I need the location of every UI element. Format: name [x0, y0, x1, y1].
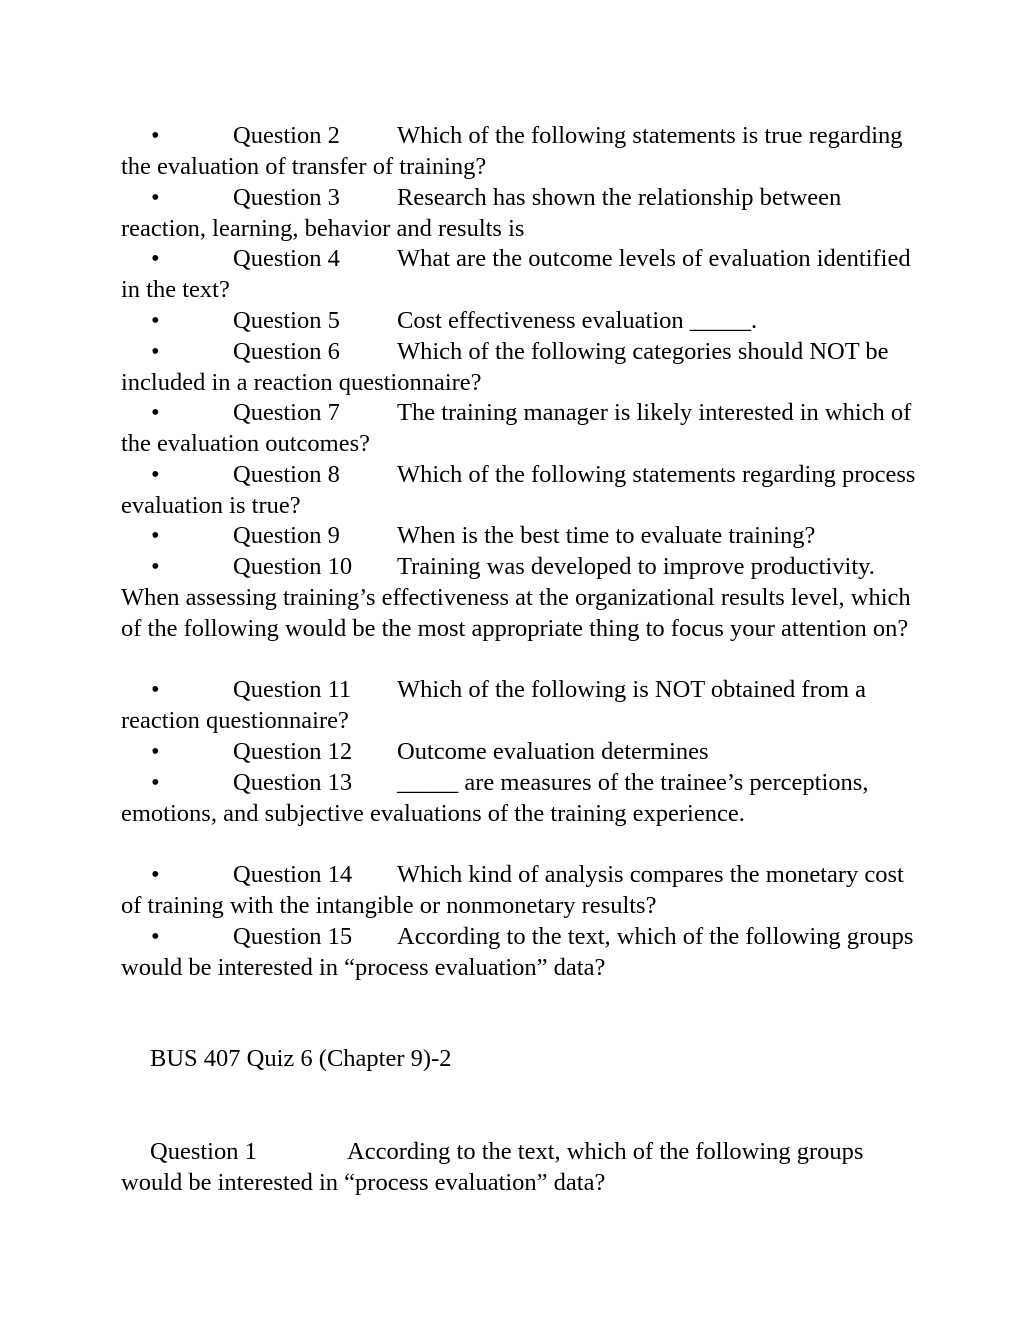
bullet: •	[151, 338, 160, 365]
question-label: Question 9	[233, 522, 340, 549]
question-item-15	[121, 922, 921, 984]
bullet: •	[151, 245, 160, 272]
bullet: •	[151, 461, 160, 488]
question-text: Which of the following is NOT obtained from a reaction questionnaire?	[121, 676, 867, 734]
bullet: •	[151, 184, 160, 211]
question-text: According to the text, which of the following groups would be interested in “process evaluation” data?	[121, 923, 914, 981]
question-item-12	[121, 737, 921, 768]
bullet: •	[151, 861, 160, 888]
question-text: Which of the following categories should NOT be included in a reaction questionnaire?	[121, 338, 889, 396]
question-item-6	[121, 337, 921, 399]
question-item-11	[121, 675, 921, 737]
question-text: The training manager is likely interested in which of the evaluation outcomes?	[121, 399, 912, 457]
question-text: Outcome evaluation determines	[397, 738, 709, 765]
question-item-4	[121, 244, 921, 306]
bullet: •	[151, 553, 160, 580]
bullet: •	[151, 307, 160, 334]
question-item-13	[121, 768, 921, 830]
question-text: What are the outcome levels of evaluation identified in the text?	[121, 245, 911, 303]
question-label: Question 4	[233, 245, 340, 272]
question-label: Question 2	[233, 122, 340, 149]
bullet: •	[151, 399, 160, 426]
question-text: According to the text, which of the following groups would be interested in “process evaluation” data?	[121, 1138, 864, 1196]
question-label: Question 6	[233, 338, 340, 365]
question-text: _____ are measures of the trainee’s perceptions, emotions, and subjective evaluations of the training experience.	[121, 769, 869, 827]
question-item-5	[121, 306, 921, 337]
question-text: Which of the following statements regarding process evaluation is true?	[121, 461, 916, 519]
question-text: Which kind of analysis compares the monetary cost of training with the intangible or nonmonetary results?	[121, 861, 904, 919]
question-label: Question 10	[233, 553, 353, 580]
question-text: Cost effectiveness evaluation _____.	[397, 307, 758, 334]
bullet: •	[151, 522, 160, 549]
question-label: Question 8	[233, 461, 340, 488]
question-text: Which of the following statements is true regarding the evaluation of transfer of training?	[121, 122, 903, 180]
question-label: Question 15	[233, 923, 353, 950]
bullet: •	[151, 923, 160, 950]
question-item-3	[121, 183, 921, 245]
bullet: •	[151, 738, 160, 765]
section-heading: BUS 407 Quiz 6 (Chapter 9)-2	[150, 1045, 452, 1072]
bullet: •	[151, 769, 160, 796]
question-item-10	[121, 552, 921, 644]
question-label: Question 3	[233, 184, 340, 211]
question-text: When is the best time to evaluate training?	[397, 522, 816, 549]
question-item-1	[121, 1137, 921, 1199]
bullet: •	[151, 122, 160, 149]
question-label: Question 7	[233, 399, 340, 426]
question-item-14	[121, 860, 921, 922]
question-item-2	[121, 121, 921, 183]
question-label: Question 12	[233, 738, 353, 765]
question-text: Training was developed to improve productivity. When assessing training’s effectiveness at the organizational results level, which of the following would be the most appropriate thing to focus your attention on?	[121, 553, 911, 642]
question-label: Question 11	[233, 676, 352, 703]
question-item-9	[121, 521, 921, 552]
question-item-8	[121, 460, 921, 522]
bullet: •	[151, 676, 160, 703]
question-label: Question 14	[233, 861, 353, 888]
question-label: Question 1	[150, 1138, 257, 1165]
question-label: Question 13	[233, 769, 353, 796]
question-item-7	[121, 398, 921, 460]
question-label: Question 5	[233, 307, 340, 334]
question-text: Research has shown the relationship between reaction, learning, behavior and results is	[121, 184, 842, 242]
